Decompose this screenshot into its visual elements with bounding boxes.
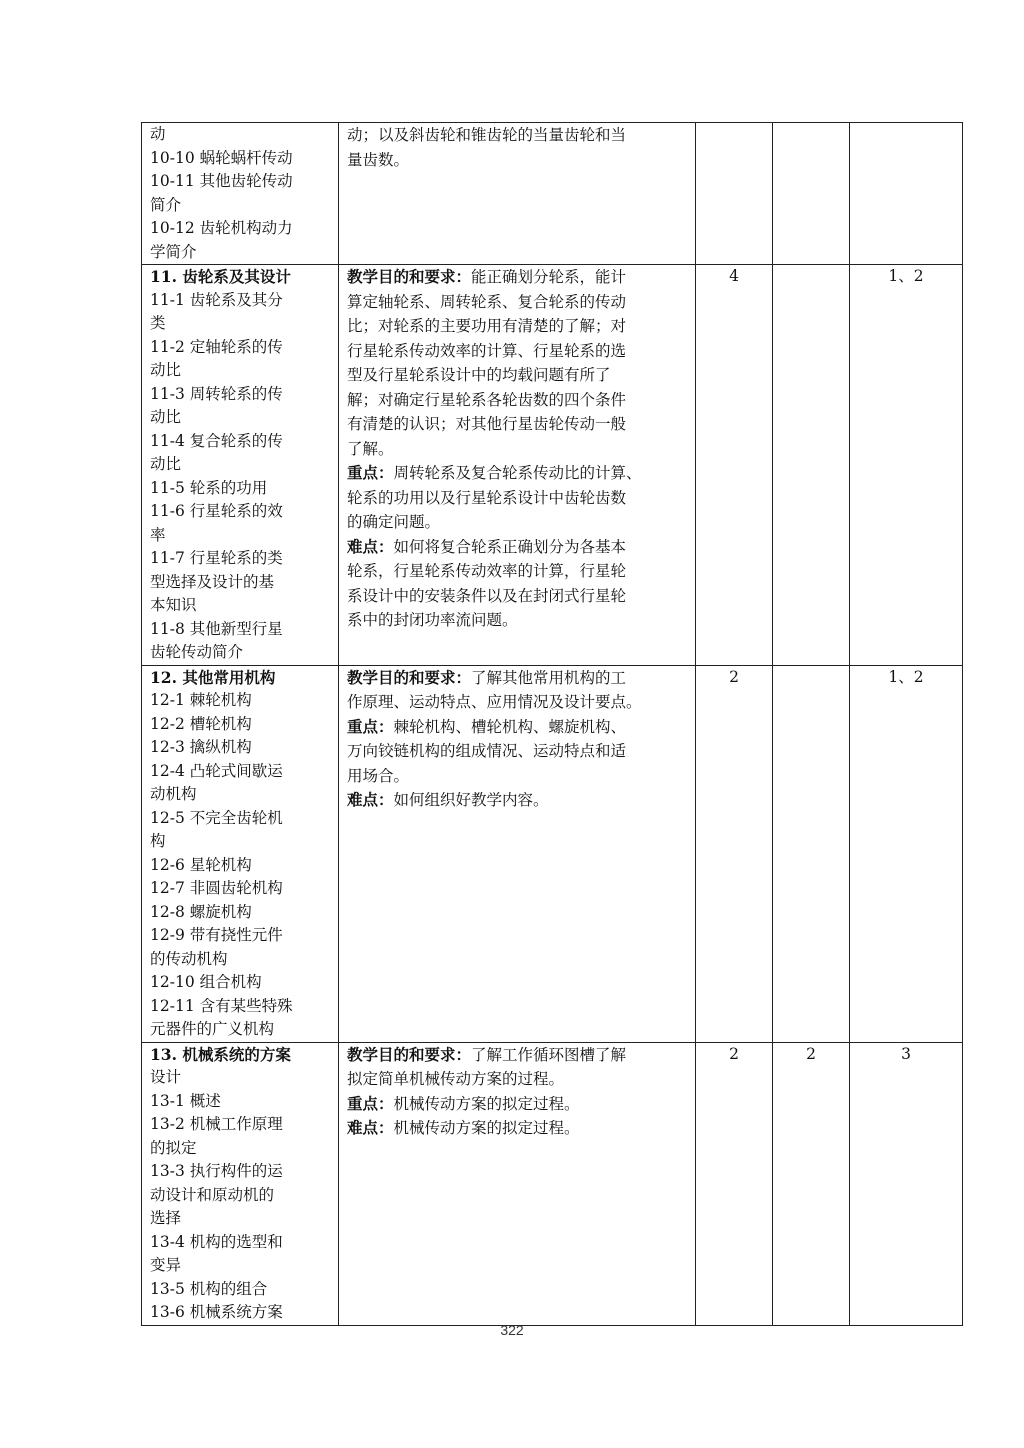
requirement-line (347, 1043, 687, 1068)
objectives-cell (850, 123, 963, 265)
objectives-cell: 3 (850, 1042, 963, 1325)
lecture-hours-cell: 4 (696, 265, 773, 666)
requirement-text: 解；对确定行星轮系各轮齿数的四个条件 (347, 390, 627, 409)
requirement-line (347, 265, 687, 290)
topic-line: 11-8 其他新型行星 (150, 619, 283, 638)
requirement-text: 万向铰链机构的组成情况、运动特点和适 (347, 742, 627, 760)
requirement-text: 机械传动方案的拟定过程。 (393, 1094, 580, 1113)
topic-line: 13-3 执行构件的运 (150, 1162, 283, 1180)
topic-line: 10-11 其他齿轮传动 (150, 172, 293, 190)
requirement-line (347, 437, 687, 462)
requirement-line (347, 339, 687, 364)
requirement-line (347, 666, 687, 691)
topic-line: 12-7 非圆齿轮机构 (150, 879, 283, 897)
chapter-title: 13. 机械系统的方案 (150, 1044, 291, 1064)
topic-line: 13-2 机械工作原理 (150, 1115, 283, 1133)
topic-line: 动 (150, 125, 166, 143)
requirement-text: 用场合。 (347, 766, 410, 785)
chapter-topics-cell (142, 665, 339, 1042)
table-row (142, 665, 963, 1042)
page-number: 322 (500, 1322, 524, 1338)
lab-hours-cell: 2 (773, 1042, 850, 1325)
objectives-cell: 1、2 (850, 265, 963, 666)
requirement-text: 量齿数。 (347, 150, 410, 169)
requirement-line (347, 314, 687, 339)
requirement-line (347, 1116, 687, 1141)
requirement-heading: 重点： (347, 463, 394, 482)
topic-line: 11-2 定轴轮系的传 (150, 337, 283, 356)
topic-line: 动比 (150, 455, 182, 473)
topic-line: 12-3 擒纵机构 (150, 738, 252, 756)
requirement-heading: 重点： (347, 1093, 394, 1113)
topic-line: 12-11 含有某些特殊 (150, 996, 293, 1015)
requirement-text: 机械传动方案的拟定过程。 (393, 1119, 580, 1137)
topic-line: 11-7 行星轮系的类 (150, 549, 283, 567)
chapter-topics-cell (142, 265, 339, 666)
requirement-line (347, 290, 687, 315)
requirement-line (347, 1092, 687, 1117)
chapter-topics-cell (142, 1042, 339, 1325)
topic-line: 齿轮传动简介 (150, 643, 244, 661)
topic-line: 元器件的广义机构 (150, 1020, 275, 1038)
requirement-text: 了解。 (347, 439, 394, 458)
requirement-text: 动；以及斜齿轮和锥齿轮的当量齿轮和当 (347, 126, 627, 144)
table-row (142, 265, 963, 666)
requirement-heading: 难点： (347, 790, 394, 809)
lecture-hours-cell: 2 (696, 1042, 773, 1325)
requirement-line (347, 486, 687, 511)
requirement-line (347, 388, 687, 413)
topic-line: 13-5 机构的组合 (150, 1279, 268, 1298)
requirement-text: 有清楚的认识；对其他行星齿轮传动一般 (347, 415, 627, 433)
topic-line: 动设计和原动机的 (150, 1185, 275, 1204)
syllabus-table (141, 122, 963, 1326)
requirement-heading: 教学目的和要求： (347, 667, 472, 687)
teaching-requirements-cell (339, 265, 696, 666)
lab-hours-cell (773, 265, 850, 666)
requirement-text: 如何将复合轮系正确划分为各基本 (393, 537, 627, 556)
requirement-text: 算定轴轮系、周转轮系、复合轮系的传动 (347, 292, 627, 311)
topic-line: 11-6 行星轮系的效 (150, 502, 283, 520)
topic-line: 10-10 蜗轮蜗杆传动 (150, 148, 293, 167)
chapter-title: 11. 齿轮系及其设计 (150, 267, 291, 286)
topic-line: 12-10 组合机构 (150, 973, 262, 991)
topic-line: 构 (150, 832, 166, 850)
topic-line: 12-5 不完全齿轮机 (150, 808, 283, 827)
topic-line: 10-12 齿轮机构动力 (150, 219, 293, 237)
table-row (142, 123, 963, 265)
requirement-text: 轮系的功用以及行星轮系设计中齿轮齿数 (347, 488, 627, 507)
topic-line: 11-4 复合轮系的传 (150, 431, 283, 450)
teaching-requirements-cell (339, 665, 696, 1042)
requirement-heading: 教学目的和要求： (347, 1044, 472, 1064)
topic-line: 型选择及设计的基 (150, 572, 275, 591)
requirement-line (347, 690, 687, 715)
requirement-line (347, 715, 687, 740)
requirement-text: 比；对轮系的主要功用有清楚的了解；对 (347, 317, 627, 335)
requirement-line (347, 148, 687, 173)
requirement-line (347, 363, 687, 388)
topic-line: 12-1 棘轮机构 (150, 691, 252, 709)
topic-line: 类 (150, 314, 166, 332)
topic-line: 13-1 概述 (150, 1091, 221, 1110)
lecture-hours-cell (696, 123, 773, 265)
topic-line: 动比 (150, 361, 182, 379)
requirement-text: 周转轮系及复合轮系传动比的计算、 (393, 464, 642, 482)
objectives-cell: 1、2 (850, 665, 963, 1042)
topic-line: 11-5 轮系的功用 (150, 478, 268, 497)
requirement-text: 棘轮机构、槽轮机构、螺旋机构、 (393, 717, 627, 736)
teaching-requirements-cell (339, 1042, 696, 1325)
requirement-line (347, 1067, 687, 1092)
lab-hours-cell (773, 665, 850, 1042)
topic-line: 率 (150, 525, 166, 544)
topic-line: 设计 (150, 1068, 182, 1086)
topic-line: 13-6 机械系统方案 (150, 1303, 283, 1321)
requirement-line (347, 510, 687, 535)
topic-line: 12-4 凸轮式间歇运 (150, 761, 283, 780)
topic-line: 动机构 (150, 785, 197, 803)
topic-line: 简介 (150, 195, 182, 214)
topic-line: 学简介 (150, 242, 197, 261)
requirement-text: 行星轮系传动效率的计算、行星轮系的选 (347, 341, 627, 360)
lab-hours-cell (773, 123, 850, 265)
lecture-hours-cell: 2 (696, 665, 773, 1042)
requirement-line (347, 461, 687, 486)
topic-line: 本知识 (150, 596, 197, 614)
topic-line: 12-2 槽轮机构 (150, 714, 252, 733)
topic-line: 11-3 周转轮系的传 (150, 384, 283, 403)
teaching-requirements-cell (339, 123, 696, 265)
requirement-text: 如何组织好教学内容。 (393, 791, 549, 809)
requirement-line (347, 123, 687, 148)
requirement-line (347, 584, 687, 609)
topic-line: 12-8 螺旋机构 (150, 902, 252, 921)
chapter-topics-cell (142, 123, 339, 265)
requirement-text: 了解其他常用机构的工 (471, 668, 627, 687)
requirement-line (347, 608, 687, 633)
requirement-text: 能正确划分轮系，能计 (471, 268, 627, 286)
topic-line: 13-4 机构的选型和 (150, 1232, 283, 1251)
requirement-text: 作原理、运动特点、应用情况及设计要点。 (347, 693, 642, 711)
requirement-heading: 难点： (347, 1118, 394, 1137)
requirement-line (347, 788, 687, 813)
requirement-heading: 难点： (347, 536, 394, 556)
requirement-line (347, 559, 687, 584)
topic-line: 选择 (150, 1209, 182, 1227)
requirement-text: 系中的封闭功率流问题。 (347, 611, 518, 629)
requirement-text: 型及行星轮系设计中的均载问题有所了 (347, 366, 611, 384)
topic-line: 12-9 带有挠性元件 (150, 926, 283, 944)
chapter-title: 12. 其他常用机构 (150, 667, 276, 687)
topic-line: 的拟定 (150, 1138, 197, 1157)
requirement-heading: 重点： (347, 716, 394, 736)
requirement-line (347, 739, 687, 764)
requirement-line (347, 535, 687, 560)
requirement-text: 了解工作循环图槽了解 (471, 1045, 627, 1064)
topic-line: 动比 (150, 408, 182, 426)
requirement-line (347, 412, 687, 437)
requirement-text: 拟定简单机械传动方案的过程。 (347, 1070, 565, 1088)
topic-line: 11-1 齿轮系及其分 (150, 290, 283, 309)
requirement-heading: 教学目的和要求： (347, 267, 472, 286)
requirement-line (347, 764, 687, 789)
requirement-text: 的确定问题。 (347, 513, 441, 531)
topic-line: 变异 (150, 1256, 182, 1274)
topic-line: 12-6 星轮机构 (150, 855, 252, 874)
table-row (142, 1042, 963, 1325)
topic-line: 的传动机构 (150, 949, 228, 968)
requirement-text: 轮系，行星轮系传动效率的计算，行星轮 (347, 562, 627, 580)
requirement-text: 系设计中的安装条件以及在封闭式行星轮 (347, 586, 627, 605)
